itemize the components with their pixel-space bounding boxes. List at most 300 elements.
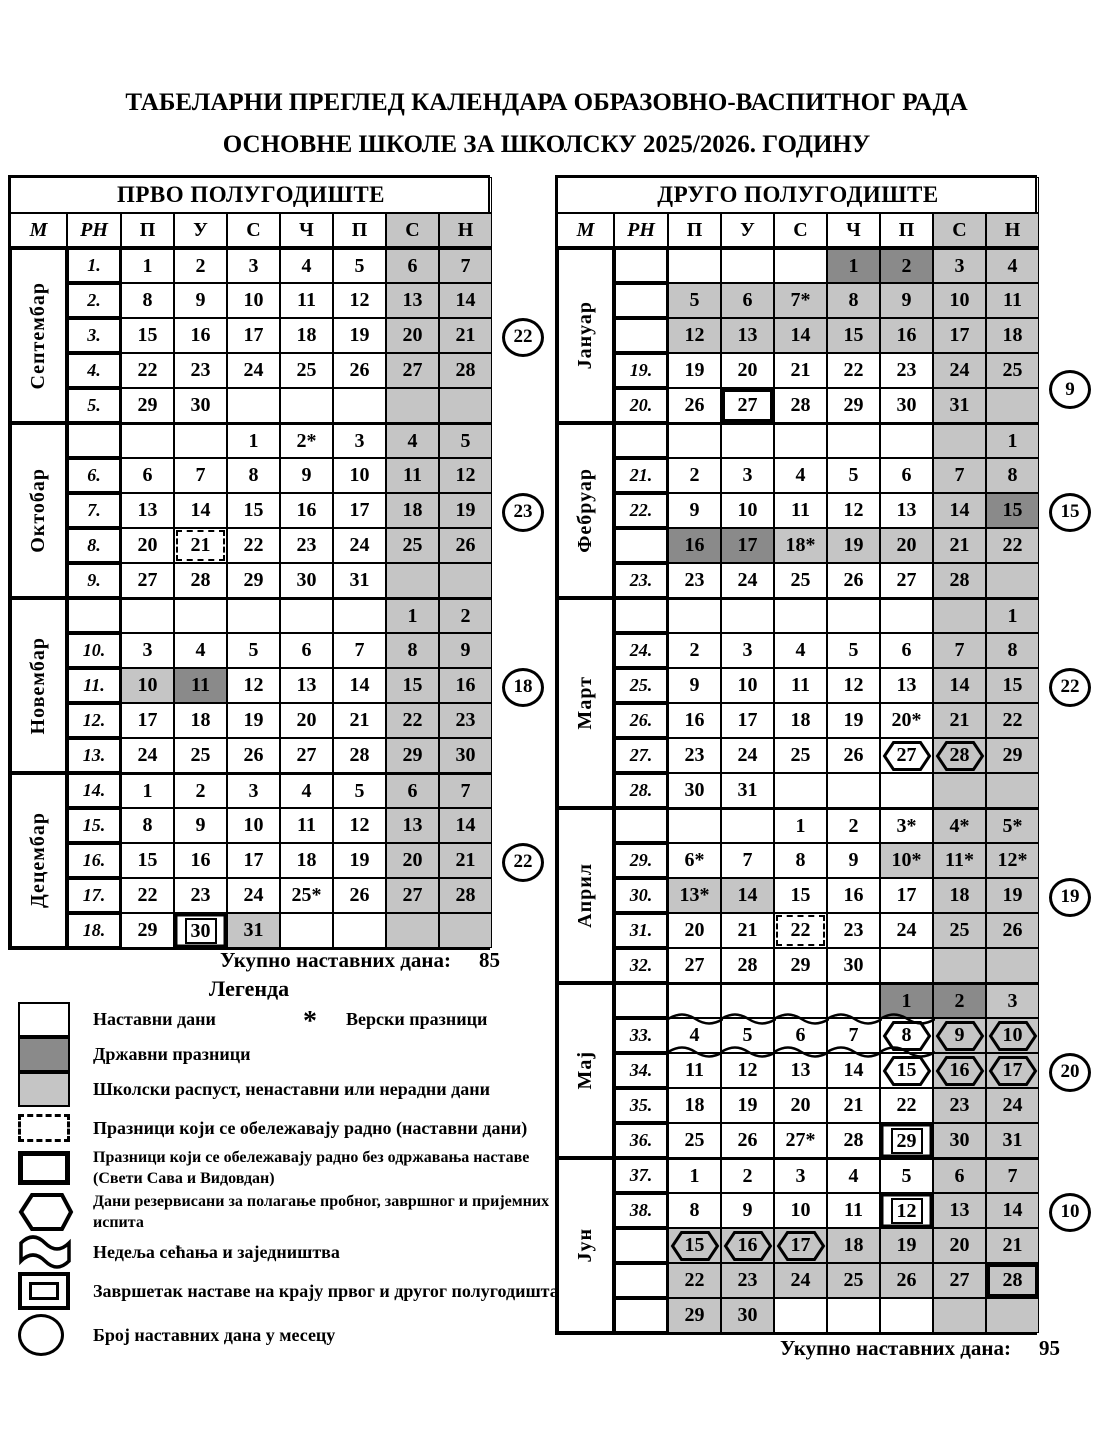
day-number: 7 <box>460 254 471 277</box>
day-cell <box>227 808 280 843</box>
week-number-cell: 8. <box>67 528 121 563</box>
day-cell <box>668 528 721 563</box>
teaching-days-count-circle: 23 <box>502 493 544 532</box>
day-cell <box>668 423 721 458</box>
teaching-days-count-circle: 22 <box>502 843 544 882</box>
day-cell <box>439 703 492 738</box>
week-number-cell: 27. <box>614 738 668 773</box>
day-number: 26 <box>896 1269 917 1291</box>
day-cell <box>386 703 439 738</box>
day-number: 21 <box>190 534 211 556</box>
day-cell <box>386 423 439 458</box>
calendar-grid <box>8 175 490 950</box>
day-number: 25 <box>190 744 211 766</box>
day-cell <box>827 843 880 878</box>
day-number: 8 <box>407 639 418 661</box>
day-number: 10 <box>737 499 758 521</box>
day-number: 17 <box>737 709 758 731</box>
day-number: 27 <box>737 394 758 416</box>
day-number: 3* <box>896 814 917 837</box>
day-cell <box>668 458 721 493</box>
day-number: 4 <box>795 639 806 661</box>
working-holiday-no-classes-icon <box>18 1146 82 1190</box>
day-cell <box>774 1263 827 1298</box>
day-number: 5 <box>354 254 365 277</box>
week-number-cell: 9. <box>67 563 121 598</box>
day-cell <box>986 703 1039 738</box>
day-cell <box>721 843 774 878</box>
day-number: 24 <box>137 744 158 766</box>
day-cell <box>827 948 880 983</box>
week-number-cell: 20. <box>614 388 668 423</box>
day-cell <box>933 1018 986 1053</box>
day-number: 6* <box>684 849 705 871</box>
legend-item <box>8 1072 608 1107</box>
month-label <box>557 598 614 808</box>
day-number: 15 <box>243 499 264 521</box>
day-number: 8 <box>142 814 153 836</box>
day-cell <box>439 633 492 668</box>
day-cell <box>174 668 227 703</box>
day-cell <box>933 353 986 388</box>
week-number-cell: 30. <box>614 878 668 913</box>
day-cell <box>668 388 721 423</box>
day-cell <box>721 1053 774 1088</box>
day-number: 14 <box>190 499 211 521</box>
day-cell <box>933 668 986 703</box>
day-cell <box>668 773 721 808</box>
day-cell <box>933 1228 986 1263</box>
day-cell <box>439 458 492 493</box>
day-number: 28 <box>349 744 370 766</box>
day-cell <box>721 1088 774 1123</box>
day-number: 12 <box>349 814 370 836</box>
day-cell <box>668 1193 721 1228</box>
remembrance-week-wave-icon <box>827 1046 882 1058</box>
day-cell <box>986 1053 1039 1088</box>
week-number-cell: 7. <box>67 493 121 528</box>
day-cell <box>880 283 933 318</box>
day-number: 16 <box>896 324 917 346</box>
day-cell <box>933 423 986 458</box>
day-cell <box>386 388 439 423</box>
week-number-cell: 38. <box>614 1193 668 1228</box>
day-number: 15 <box>896 1059 917 1081</box>
day-cell <box>880 1053 933 1088</box>
day-number: 4 <box>689 1024 700 1046</box>
day-number: 31 <box>737 779 758 801</box>
day-number: 7 <box>1007 1164 1018 1187</box>
religious-holiday-label: Верски празници <box>346 1009 488 1029</box>
day-number: 13 <box>949 1199 970 1221</box>
month-name: Септембар <box>27 281 49 390</box>
day-number: 12 <box>843 674 864 696</box>
semester-header: ПРВО ПОЛУГОДИШТЕ <box>10 177 492 213</box>
day-cell <box>121 423 174 458</box>
week-number-cell: 14. <box>67 773 121 808</box>
day-cell <box>827 458 880 493</box>
day-cell <box>880 318 933 353</box>
day-cell <box>880 458 933 493</box>
day-number: 18 <box>949 884 970 906</box>
day-cell <box>721 1228 774 1263</box>
col-header-week-number: РН <box>614 213 668 248</box>
day-number: 18* <box>785 534 816 556</box>
day-number: 13 <box>402 289 423 311</box>
day-cell <box>827 493 880 528</box>
day-cell <box>774 1053 827 1088</box>
month-name: Мај <box>574 1051 596 1090</box>
day-cell <box>880 493 933 528</box>
teaching-days-count-icon <box>18 1312 82 1358</box>
day-cell <box>774 948 827 983</box>
day-cell <box>827 738 880 773</box>
day-cell <box>280 283 333 318</box>
day-cell <box>774 1193 827 1228</box>
day-number: 21 <box>349 709 370 731</box>
day-cell <box>280 843 333 878</box>
day-cell <box>668 1298 721 1333</box>
day-number: 20 <box>737 359 758 381</box>
week-number-cell: 29. <box>614 843 668 878</box>
day-number: 5 <box>901 1164 912 1187</box>
day-number: 30 <box>296 569 317 591</box>
month-label <box>557 423 614 598</box>
day-number: 22 <box>402 709 423 731</box>
day-cell <box>880 1298 933 1333</box>
remembrance-week-flag-icon <box>18 1232 82 1272</box>
day-number: 29 <box>684 1304 705 1326</box>
day-cell <box>280 738 333 773</box>
day-number: 30 <box>185 918 217 944</box>
day-number: 12* <box>997 849 1028 871</box>
day-number: 9 <box>901 289 912 311</box>
day-number: 13 <box>737 324 758 346</box>
day-cell <box>721 353 774 388</box>
day-number: 23 <box>843 919 864 941</box>
day-number: 8 <box>901 1024 912 1046</box>
day-number: 12 <box>684 324 705 346</box>
calendar-grid <box>555 175 1037 1335</box>
day-cell <box>227 458 280 493</box>
day-cell <box>227 703 280 738</box>
religious-holiday-asterisk: * <box>303 1006 317 1037</box>
day-number: 4 <box>301 254 312 277</box>
day-cell <box>333 703 386 738</box>
day-cell <box>986 563 1039 598</box>
day-number: 3 <box>248 254 259 277</box>
day-number: 25 <box>684 1129 705 1151</box>
day-number: 27 <box>949 1269 970 1291</box>
day-cell <box>227 738 280 773</box>
day-number: 2 <box>848 814 859 837</box>
day-number: 1 <box>248 429 259 452</box>
week-number-cell: 35. <box>614 1088 668 1123</box>
day-cell <box>386 493 439 528</box>
day-cell <box>774 633 827 668</box>
day-number: 9 <box>301 464 312 486</box>
double-box-inner <box>29 1282 59 1300</box>
day-cell <box>774 423 827 458</box>
day-number: 20 <box>790 1094 811 1116</box>
day-cell <box>774 283 827 318</box>
week-number-cell: 5. <box>67 388 121 423</box>
day-cell <box>386 843 439 878</box>
day-number: 2 <box>195 779 206 802</box>
legend-item-label: Наставни дани <box>93 1009 216 1029</box>
day-cell <box>280 353 333 388</box>
day-cell <box>121 738 174 773</box>
total-value: 95 <box>1039 1336 1060 1360</box>
semester-end-icon <box>18 1270 82 1312</box>
day-cell <box>774 843 827 878</box>
day-number: 16 <box>190 324 211 346</box>
day-number: 13 <box>137 499 158 521</box>
legend-item <box>8 1112 608 1144</box>
total-label: Укупно наставних дана: <box>780 1336 1011 1360</box>
day-cell <box>174 843 227 878</box>
day-cell <box>386 738 439 773</box>
day-cell <box>986 283 1039 318</box>
col-header-month: М <box>10 213 67 248</box>
total-label: Укупно наставних дана: <box>220 948 451 972</box>
month-name: Октобар <box>27 468 49 553</box>
hexagon-icon <box>18 1191 74 1233</box>
day-cell <box>827 1193 880 1228</box>
day-cell <box>668 283 721 318</box>
day-cell <box>121 843 174 878</box>
day-cell <box>933 948 986 983</box>
week-number-cell <box>614 1263 668 1298</box>
day-number: 19 <box>843 534 864 556</box>
day-number: 19 <box>349 849 370 871</box>
day-cell <box>933 913 986 948</box>
day-cell <box>439 283 492 318</box>
day-number: 2 <box>195 254 206 277</box>
day-cell <box>880 528 933 563</box>
col-header-day: П <box>121 213 174 248</box>
day-cell <box>986 528 1039 563</box>
month-name: Јануар <box>574 301 596 370</box>
day-cell <box>774 808 827 843</box>
day-number: 6 <box>142 464 153 486</box>
day-cell <box>439 248 492 283</box>
day-number: 10* <box>891 849 922 871</box>
day-cell <box>121 248 174 283</box>
day-cell <box>986 1123 1039 1158</box>
day-cell <box>439 353 492 388</box>
day-cell <box>439 808 492 843</box>
week-number-cell: 28. <box>614 773 668 808</box>
day-cell <box>774 668 827 703</box>
day-cell <box>280 388 333 423</box>
day-number: 13 <box>896 674 917 696</box>
day-cell <box>227 633 280 668</box>
day-number: 30 <box>684 779 705 801</box>
exam-days-hexagon-icon <box>18 1190 82 1234</box>
day-number: 9 <box>954 1024 965 1046</box>
day-cell <box>827 1123 880 1158</box>
page-title-line2: ОСНОВНЕ ШКОЛЕ ЗА ШКОЛСКУ 2025/2026. ГОДИНУ <box>222 131 871 158</box>
day-number: 4 <box>795 464 806 486</box>
day-number: 10 <box>1002 1024 1023 1046</box>
day-cell <box>933 283 986 318</box>
day-cell <box>174 353 227 388</box>
day-number: 14 <box>455 814 476 836</box>
day-cell <box>227 283 280 318</box>
day-cell <box>880 773 933 808</box>
day-number: 26 <box>843 569 864 591</box>
day-number: 5 <box>848 639 859 661</box>
day-number: 19 <box>455 499 476 521</box>
week-number-cell <box>614 1298 668 1333</box>
day-cell <box>174 388 227 423</box>
day-cell <box>386 913 439 948</box>
day-cell <box>986 493 1039 528</box>
day-cell <box>721 1298 774 1333</box>
day-cell <box>439 563 492 598</box>
day-number: 28 <box>790 394 811 416</box>
state-holiday-swatch <box>18 1037 70 1072</box>
day-cell <box>227 913 280 948</box>
day-cell <box>174 598 227 633</box>
day-number: 2 <box>742 1164 753 1187</box>
day-cell <box>774 1298 827 1333</box>
day-number: 16 <box>684 534 705 556</box>
day-number: 28 <box>455 884 476 906</box>
day-cell <box>174 423 227 458</box>
day-number: 14 <box>949 674 970 696</box>
day-number: 20* <box>891 709 922 731</box>
day-cell <box>333 598 386 633</box>
day-cell <box>933 633 986 668</box>
day-number: 11 <box>791 674 810 696</box>
day-number: 17 <box>243 324 264 346</box>
day-cell <box>721 1123 774 1158</box>
day-number: 6 <box>795 1024 806 1046</box>
day-number: 26 <box>349 359 370 381</box>
day-number: 22 <box>1002 709 1023 731</box>
day-cell <box>439 528 492 563</box>
day-cell <box>174 738 227 773</box>
thick-box-icon <box>18 1151 70 1185</box>
day-number: 21 <box>1002 1234 1023 1256</box>
day-number: 2 <box>460 604 471 627</box>
day-cell <box>668 703 721 738</box>
day-cell <box>439 843 492 878</box>
day-cell <box>333 913 386 948</box>
day-cell <box>827 878 880 913</box>
day-cell <box>439 423 492 458</box>
day-cell <box>121 703 174 738</box>
state-holiday-swatch <box>18 1037 82 1072</box>
week-number-cell: 37. <box>614 1158 668 1193</box>
day-cell <box>280 493 333 528</box>
day-cell <box>668 913 721 948</box>
day-number: 19 <box>737 1094 758 1116</box>
legend-item-label: Школски распуст, ненаставни или нерадни дани <box>93 1079 490 1099</box>
day-cell <box>227 388 280 423</box>
day-cell <box>933 1263 986 1298</box>
day-number: 1 <box>1007 429 1018 452</box>
day-cell <box>721 493 774 528</box>
day-number: 1 <box>407 604 418 627</box>
day-cell <box>827 1088 880 1123</box>
week-number-cell: 15. <box>67 808 121 843</box>
day-cell <box>880 388 933 423</box>
day-cell <box>774 353 827 388</box>
day-number: 17 <box>737 534 758 556</box>
day-cell <box>668 738 721 773</box>
day-number: 30 <box>455 744 476 766</box>
day-cell <box>986 598 1039 633</box>
day-cell <box>227 493 280 528</box>
day-number: 26 <box>243 744 264 766</box>
day-number: 20 <box>137 534 158 556</box>
day-cell <box>280 598 333 633</box>
day-number: 7 <box>354 639 365 661</box>
day-cell <box>827 808 880 843</box>
day-cell <box>986 913 1039 948</box>
day-cell <box>986 353 1039 388</box>
day-cell <box>986 388 1039 423</box>
day-cell <box>439 598 492 633</box>
day-cell <box>933 598 986 633</box>
day-cell <box>439 493 492 528</box>
day-cell <box>933 703 986 738</box>
day-number: 10 <box>349 464 370 486</box>
day-cell <box>827 1228 880 1263</box>
day-cell <box>933 808 986 843</box>
day-number: 20 <box>402 849 423 871</box>
day-number: 23 <box>296 534 317 556</box>
day-number: 9 <box>195 814 206 836</box>
day-number: 3 <box>248 779 259 802</box>
day-cell <box>386 878 439 913</box>
day-number: 19 <box>243 709 264 731</box>
day-number: 24 <box>737 569 758 591</box>
day-number: 21 <box>843 1094 864 1116</box>
day-number: 17 <box>349 499 370 521</box>
day-cell <box>986 1018 1039 1053</box>
day-number: 23 <box>684 569 705 591</box>
day-number: 22 <box>243 534 264 556</box>
day-number: 17 <box>243 849 264 871</box>
day-number: 25 <box>296 359 317 381</box>
day-number: 11 <box>685 1059 704 1081</box>
month-label <box>557 248 614 423</box>
day-cell <box>280 563 333 598</box>
day-number: 18 <box>684 1094 705 1116</box>
day-number: 21 <box>737 919 758 941</box>
day-number: 27 <box>896 744 917 766</box>
day-number: 19 <box>843 709 864 731</box>
day-cell <box>668 493 721 528</box>
day-cell <box>933 843 986 878</box>
day-cell <box>880 1123 933 1158</box>
day-cell <box>668 1228 721 1263</box>
day-number: 11 <box>297 814 316 836</box>
day-cell <box>933 1193 986 1228</box>
first-semester-total <box>8 948 500 973</box>
day-cell <box>933 738 986 773</box>
day-cell <box>721 1158 774 1193</box>
day-cell <box>668 563 721 598</box>
col-header-day: Ч <box>827 213 880 248</box>
day-number: 19 <box>684 359 705 381</box>
teaching-day-swatch <box>18 1002 82 1037</box>
day-number: 27* <box>785 1129 816 1151</box>
